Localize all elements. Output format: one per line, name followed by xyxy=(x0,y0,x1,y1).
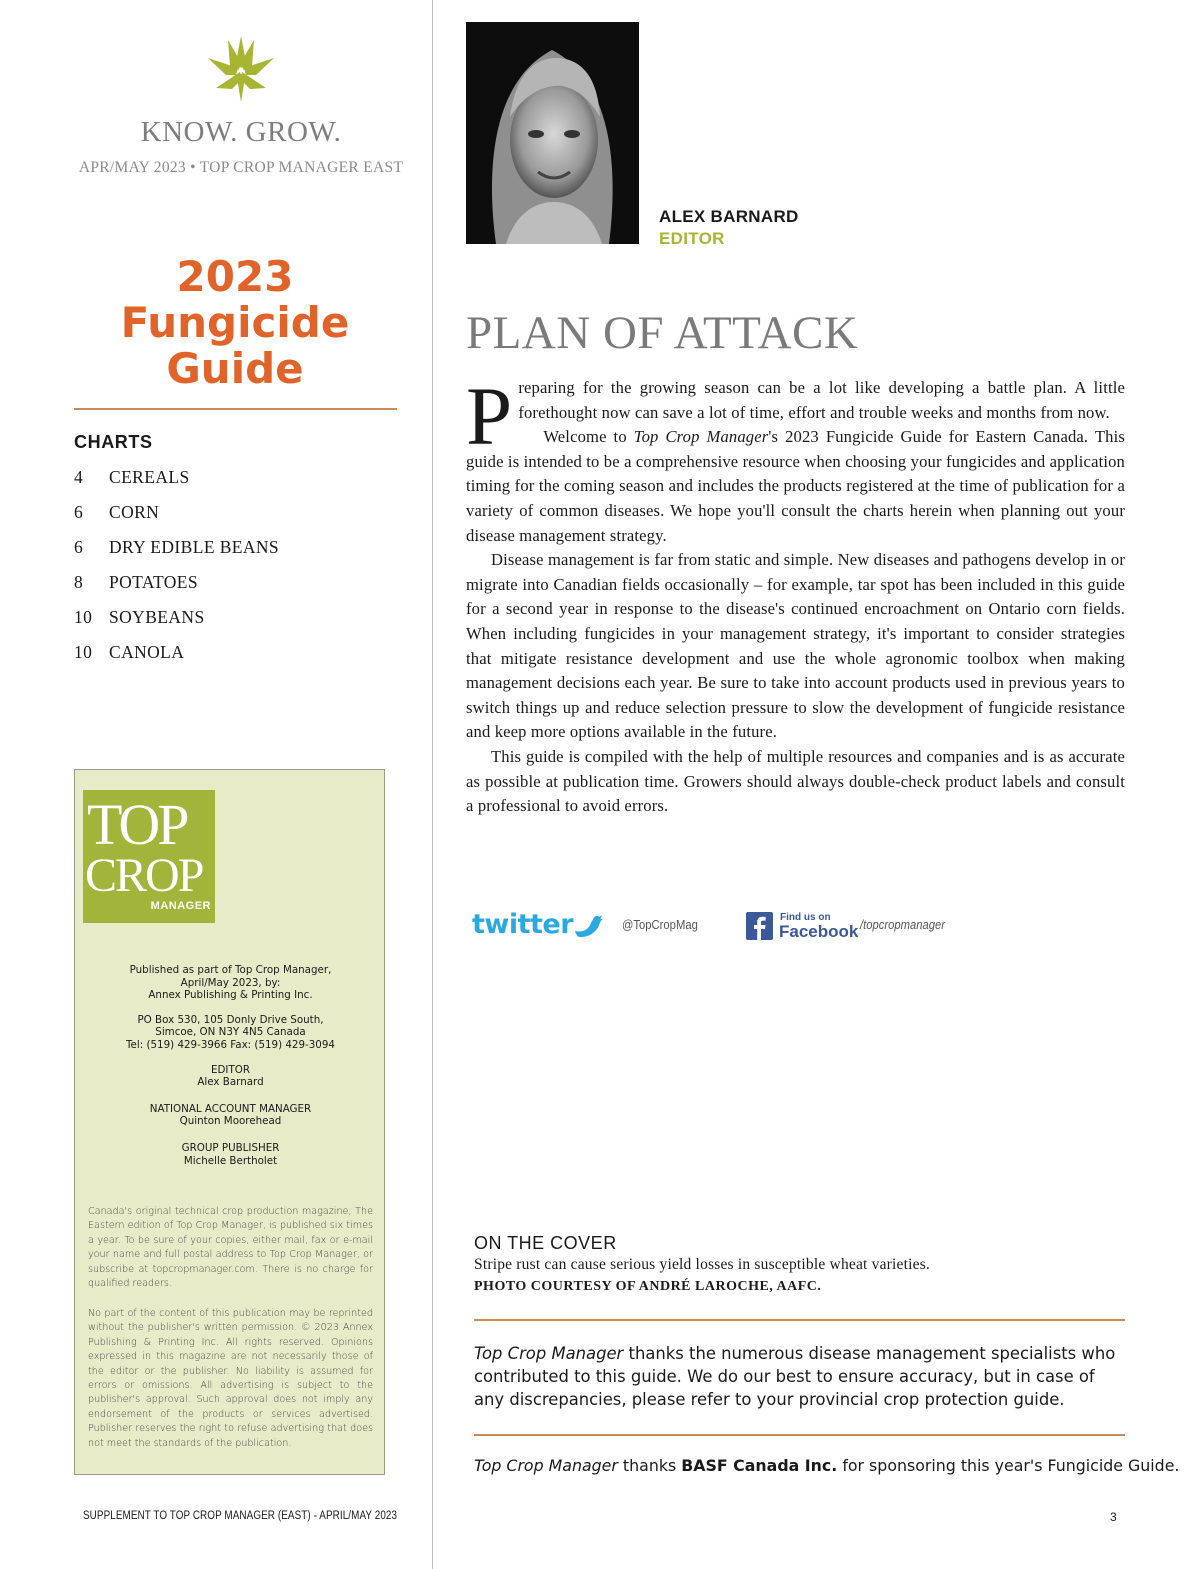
sponsor-text: for sponsoring this year's Fungicide Guide. xyxy=(837,1456,1180,1475)
twitter-bird-icon xyxy=(573,911,603,939)
charts-heading: CHARTS xyxy=(74,432,153,452)
staff-name: Alex Barnard xyxy=(197,1076,264,1089)
publication-name: Top Crop Manager xyxy=(633,427,769,447)
logo-crop: CROP xyxy=(85,849,203,902)
article-body xyxy=(466,370,1125,819)
masthead-fine-print: Canada's original technical crop production magazine, The Eastern edition of Top Crop Manager, is published six times a year. To be sure of your copies, either mail, fax or e-mail your name and full postal address to Top Crop Manager, or subscribe at topcropmanager.com. There is no charge for qualified readers. xyxy=(88,1206,373,1290)
article-headline: PLAN OF ATTACK xyxy=(466,307,859,359)
publication-name: Top Crop Manager xyxy=(474,1344,624,1363)
drop-cap: P xyxy=(466,370,513,462)
divider-rule xyxy=(474,1434,1125,1436)
top-crop-manager-logo xyxy=(83,790,215,923)
published-line: Published as part of Top Crop Manager, xyxy=(129,964,332,976)
toc-name: CEREALS xyxy=(109,467,190,487)
article-paragraph: This guide is compiled with the help of multiple resources and companies and is as accurate as possible at publication time. Growers should always double-check product labels and consult a professional to avoid errors. xyxy=(466,746,1125,816)
paragraph-text: 's 2023 Fungicide Guide for Eastern Canada. This guide is intended to be a comprehensive resource when choosing your fungicides and application timing for the coming season and includes the products registered at the time of publication for a variety of common diseases. We hope you'll consult the charts herein when planning out your disease management strategy. xyxy=(466,427,1125,545)
address-line: Simcoe, ON N3Y 4N5 Canada xyxy=(155,1026,306,1039)
divider-rule xyxy=(74,408,397,410)
editor-portrait-icon xyxy=(466,22,639,244)
cover-photo-credit: PHOTO COURTESY OF ANDRÉ LAROCHE, AAFC. xyxy=(474,1279,822,1294)
guide-title xyxy=(74,254,396,392)
toc-name: POTATOES xyxy=(109,572,198,592)
cover-heading: ON THE COVER xyxy=(474,1233,617,1253)
staff-role: EDITOR xyxy=(210,1063,251,1076)
toc-name: CANOLA xyxy=(109,642,185,662)
address-line: Tel: (519) 429-3966 Fax: (519) 429-3094 xyxy=(126,1038,335,1051)
staff-role: NATIONAL ACCOUNT MANAGER xyxy=(149,1102,312,1115)
staff-name: Quinton Moorehead xyxy=(179,1115,282,1128)
footer-supplement: SUPPLEMENT TO TOP CROP MANAGER (EAST) - APRIL/MAY 2023 xyxy=(83,1510,398,1522)
logo-top: TOP xyxy=(87,792,187,857)
facebook-icon[interactable] xyxy=(746,912,773,940)
toc-page: 8 xyxy=(74,572,84,592)
toc-name: DRY EDIBLE BEANS xyxy=(109,537,280,557)
page-number: 3 xyxy=(1110,1510,1117,1524)
toc-page: 6 xyxy=(74,502,84,522)
masthead-copyright: No part of the content of this publication may be reprinted without the publisher's written permission. © 2023 Annex Publishing & Printing Inc. All rights reserved. Opinions expressed in this magazine are not necessarily those of the editor or the publisher. No liability is assumed for errors or omissions. All advertising is subject to the publisher's approval. Such approval does not imply any endorsement of the products or services advertised. Publisher reserves the right to refuse advertising that does not meet the standards of the publication. xyxy=(88,1308,373,1449)
sponsor-note xyxy=(474,1456,1180,1475)
toc-item[interactable] xyxy=(74,642,404,677)
publication-name: Top Crop Manager xyxy=(474,1456,618,1475)
toc-item[interactable] xyxy=(74,502,404,537)
address-line: PO Box 530, 105 Donly Drive South, xyxy=(137,1013,324,1026)
wheat-logo-icon xyxy=(202,32,280,104)
masthead-info xyxy=(75,964,386,1176)
facebook-find-us: Find us on xyxy=(780,912,831,923)
issue-line: APR/MAY 2023 • TOP CROP MANAGER EAST xyxy=(78,159,404,176)
editor-name: ALEX BARNARD xyxy=(659,207,799,226)
staff-role: GROUP PUBLISHER xyxy=(181,1141,280,1154)
paragraph-text: reparing for the growing season can be a lot like developing a battle plan. A little forethought now can save a lot of time, effort and trouble weeks and months from now. xyxy=(518,378,1125,422)
guide-title-year: 2023 xyxy=(176,252,294,301)
facebook-wordmark: Facebook xyxy=(779,922,859,941)
toc-name: CORN xyxy=(109,502,160,522)
thanks-note xyxy=(474,1342,1125,1411)
toc-item[interactable] xyxy=(74,537,404,572)
twitter-handle[interactable]: @TopCropMag xyxy=(622,918,698,932)
published-line: April/May 2023, by: xyxy=(180,976,281,989)
sponsor-text: thanks xyxy=(617,1456,682,1475)
tagline: KNOW. GROW. xyxy=(140,116,342,148)
twitter-wordmark: twitter xyxy=(472,909,574,940)
toc-page: 4 xyxy=(74,467,84,487)
divider-rule xyxy=(474,1319,1125,1321)
column-divider xyxy=(432,0,433,1569)
toc-name: SOYBEANS xyxy=(109,607,205,627)
logo-manager: MANAGER xyxy=(150,900,211,912)
charts-toc xyxy=(74,467,404,677)
sponsor-name: BASF Canada Inc. xyxy=(681,1456,838,1475)
published-line: Annex Publishing & Printing Inc. xyxy=(148,989,313,1002)
editor-role: EDITOR xyxy=(659,229,725,248)
toc-page: 10 xyxy=(74,642,93,662)
staff-name: Michelle Bertholet xyxy=(183,1154,278,1167)
toc-item[interactable] xyxy=(74,607,404,642)
toc-page: 10 xyxy=(74,607,93,627)
article-paragraph xyxy=(466,425,1125,548)
editor-photo xyxy=(466,22,639,244)
cover-caption: Stripe rust can cause serious yield losses in susceptible wheat varieties. xyxy=(474,1256,931,1273)
thanks-text: thanks the numerous disease management specialists who contributed to this guide. We do our best to ensure accuracy, but in case of any discrepancies, please refer to your provincial crop protection guide. xyxy=(474,1344,1116,1409)
twitter-link[interactable] xyxy=(472,910,603,940)
guide-title-word-1: Fungicide xyxy=(120,298,350,347)
toc-item[interactable] xyxy=(74,572,404,607)
guide-title-word-2: Guide xyxy=(166,344,304,393)
toc-page: 6 xyxy=(74,537,84,557)
article-paragraph: Disease management is far from static and simple. New diseases and pathogens develop in or migrate into Canadian fields occasionally – for example, tar spot has been included in this guide for a second year in response to the disease's continued encroachment on Ontario corn fields. When including fungicides in your management strategy, it's important to consider strategies that mitigate resistance development and use the whole agronomic toolbox when making management decisions each year. Be sure to take into account products used in previous years to switch things up and reduce selection pressure to slow the development of fungicide resistance and keep more options available in the future. xyxy=(466,550,1125,742)
toc-item[interactable] xyxy=(74,467,404,502)
masthead-box xyxy=(74,769,385,1475)
paragraph-text: Welcome to xyxy=(543,427,634,447)
facebook-handle[interactable]: /topcropmanager xyxy=(860,918,946,932)
